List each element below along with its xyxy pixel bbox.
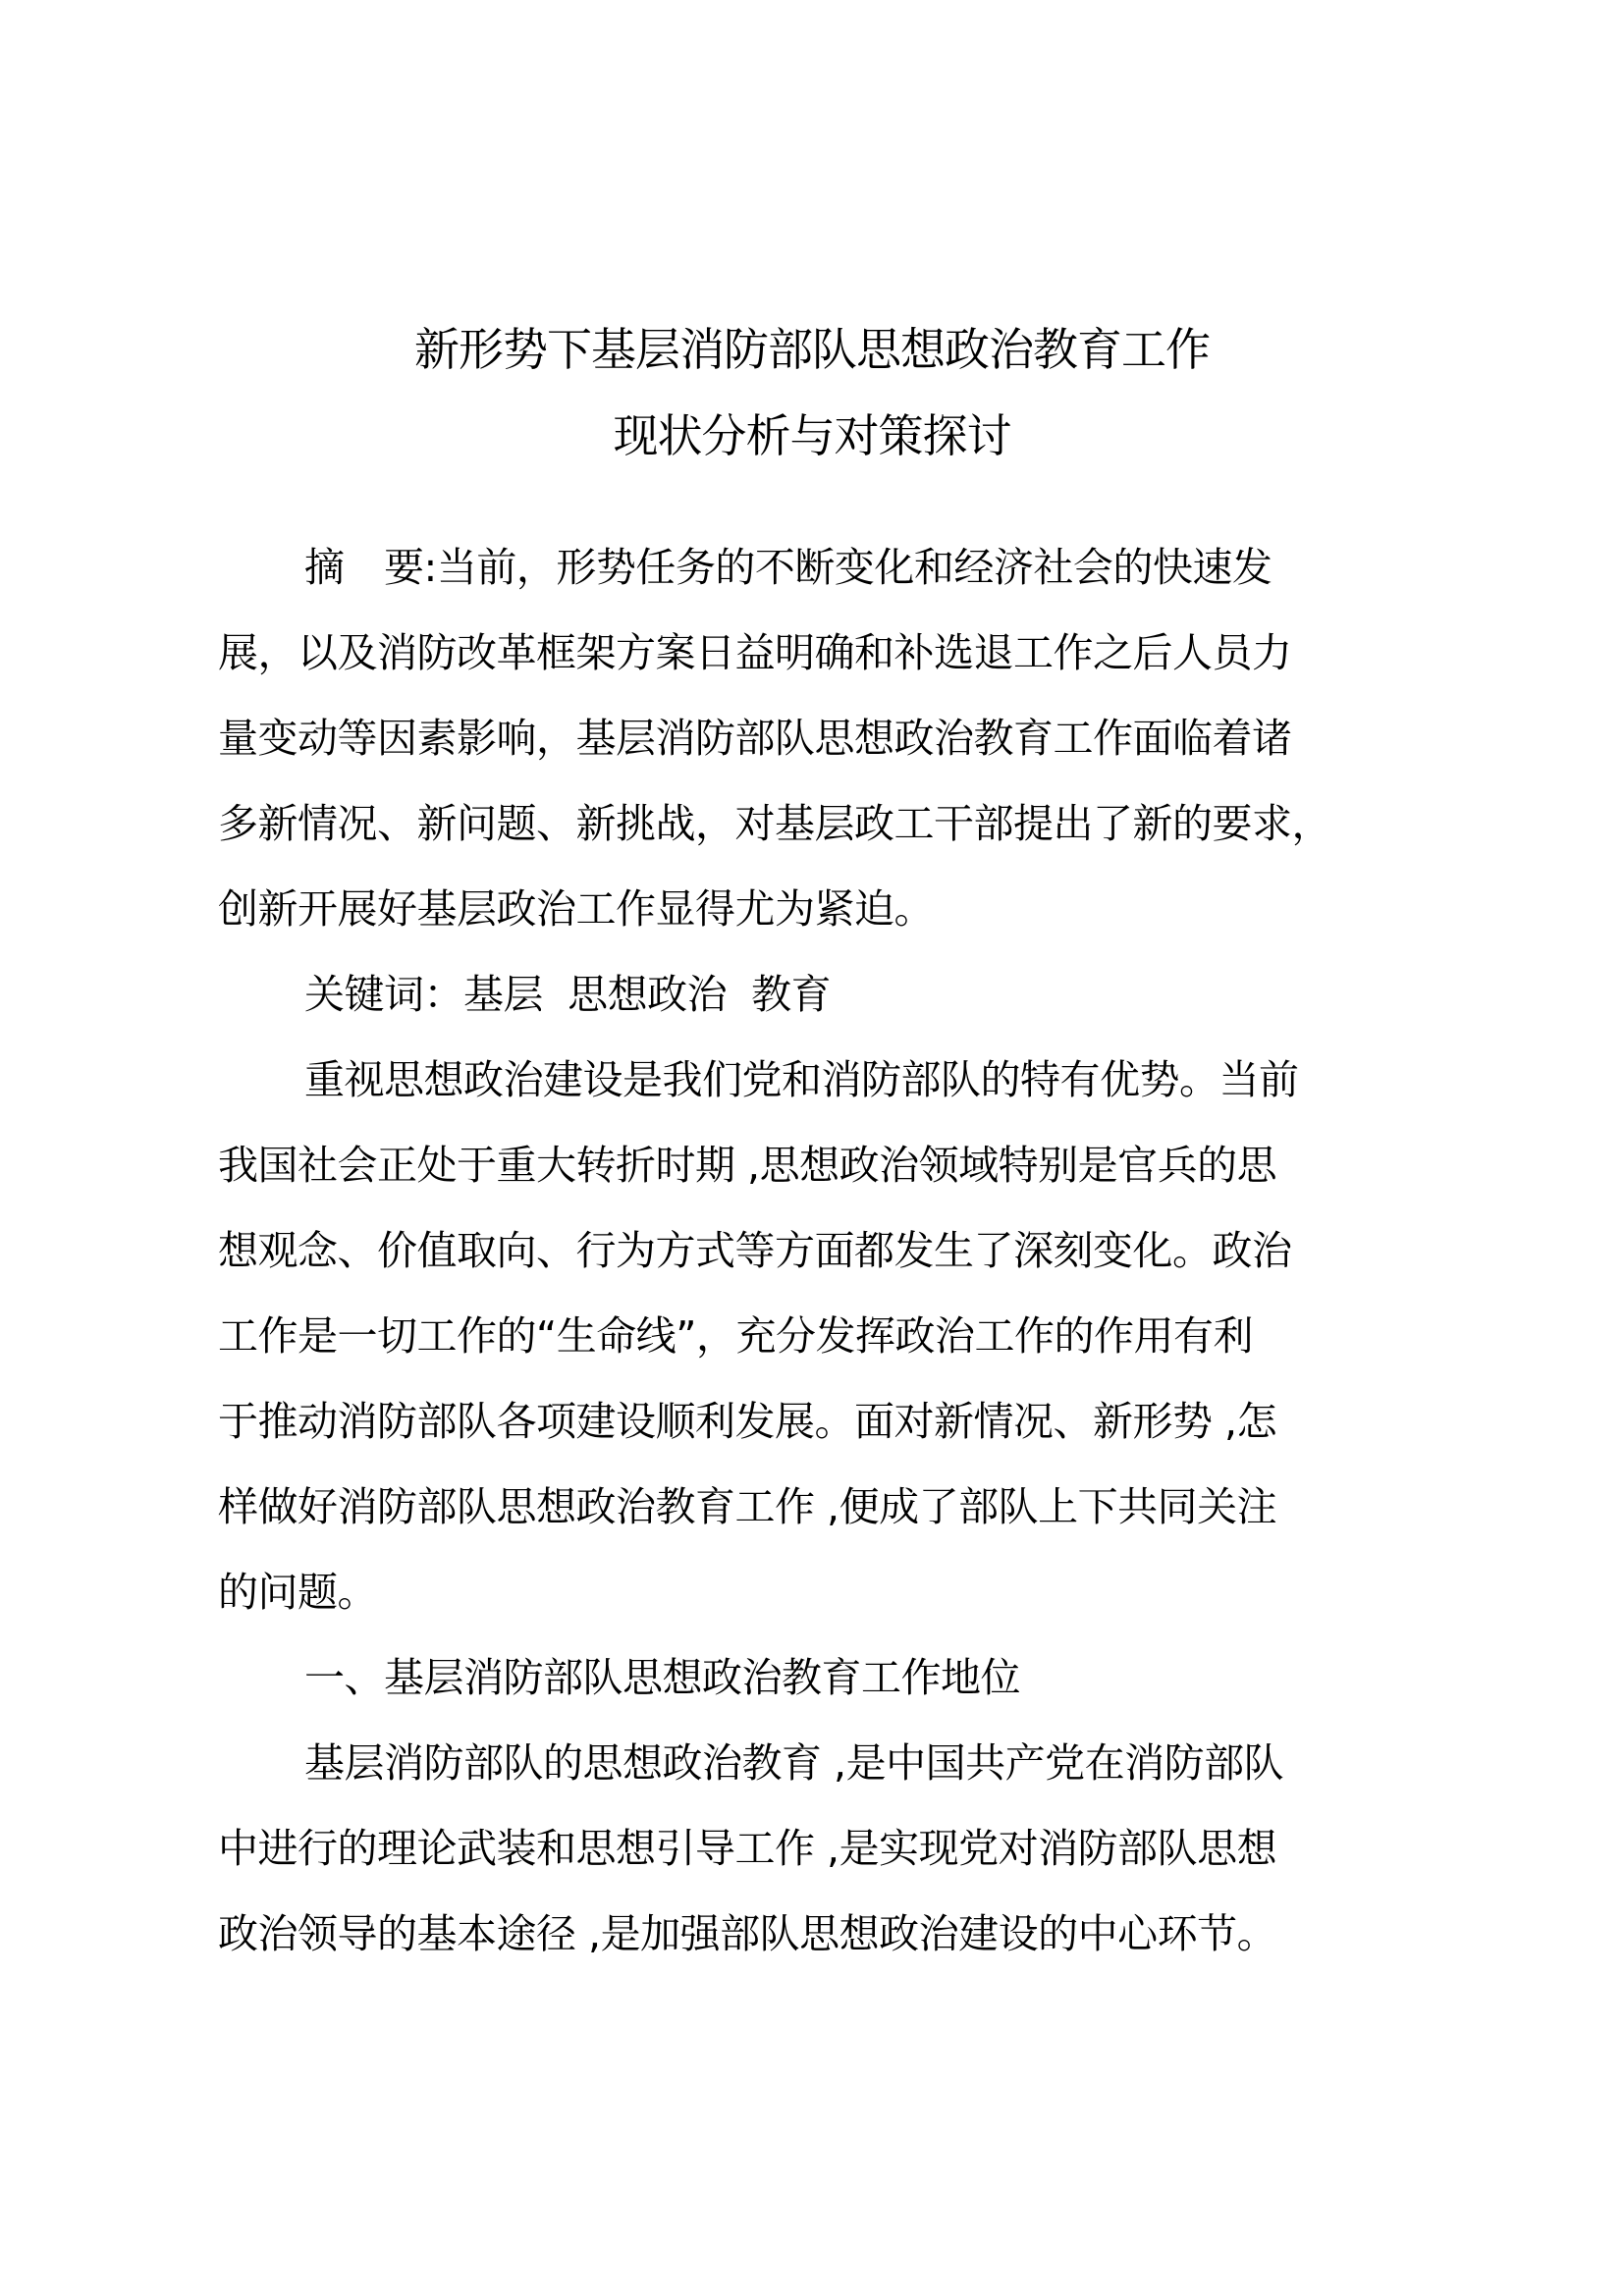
abstract-text: 当前，形势任务的不断变化和经济社会的快速发 — [436, 544, 1272, 591]
abstract-line-3: 量变动等因素影响，基层消防部队思想政治教育工作面临着诸 — [218, 715, 1292, 762]
abstract-label: 摘 要: — [304, 544, 437, 591]
intro-line-3: 想观念、价值取向、行为方式等方面都发生了深刻变化。政治 — [218, 1227, 1292, 1274]
document-title-line-2: 现状分析与对策探讨 — [613, 409, 1011, 462]
intro-line-4: 工作是一切工作的“生命线”，充分发挥政治工作的作用有利 — [218, 1312, 1253, 1360]
section-1-line-3: 政治领导的基本途径 ,是加强部队思想政治建设的中心环节。 — [218, 1910, 1277, 1957]
keywords-text: 基层 思想政治 教育 — [463, 971, 832, 1018]
abstract-line-4: 多新情况、新问题、新挑战，对基层政工干部提出了新的要求， — [218, 800, 1331, 847]
intro-line-2: 我国社会正处于重大转折时期 ,思想政治领域特别是官兵的思 — [218, 1142, 1277, 1189]
section-1-line-1: 基层消防部队的思想政治教育 ,是中国共产党在消防部队 — [304, 1739, 1284, 1787]
section-1-heading: 一、基层消防部队思想政治教育工作地位 — [304, 1654, 1020, 1701]
abstract-line-5: 创新开展好基层政治工作显得尤为紧迫。 — [218, 885, 934, 933]
abstract-line-1 — [218, 538, 1522, 597]
keywords-label: 关键词： — [304, 971, 463, 1018]
abstract-line-2: 展，以及消防改革框架方案日益明确和补选退工作之后人员力 — [218, 629, 1292, 676]
intro-line-7: 的问题。 — [218, 1569, 377, 1616]
document-title-line-1: 新形势下基层消防部队思想政治教育工作 — [414, 323, 1210, 376]
keywords-line — [218, 965, 1522, 1024]
intro-line-5: 于推动消防部队各项建设顺利发展。面对新情况、新形势 ,怎 — [218, 1398, 1277, 1445]
intro-line-1: 重视思想政治建设是我们党和消防部队的特有优势。当前 — [304, 1056, 1299, 1103]
intro-line-6: 样做好消防部队思想政治教育工作 ,便成了部队上下共同关注 — [218, 1483, 1277, 1530]
section-1-line-2: 中进行的理论武装和思想引导工作 ,是实现党对消防部队思想 — [218, 1825, 1277, 1872]
